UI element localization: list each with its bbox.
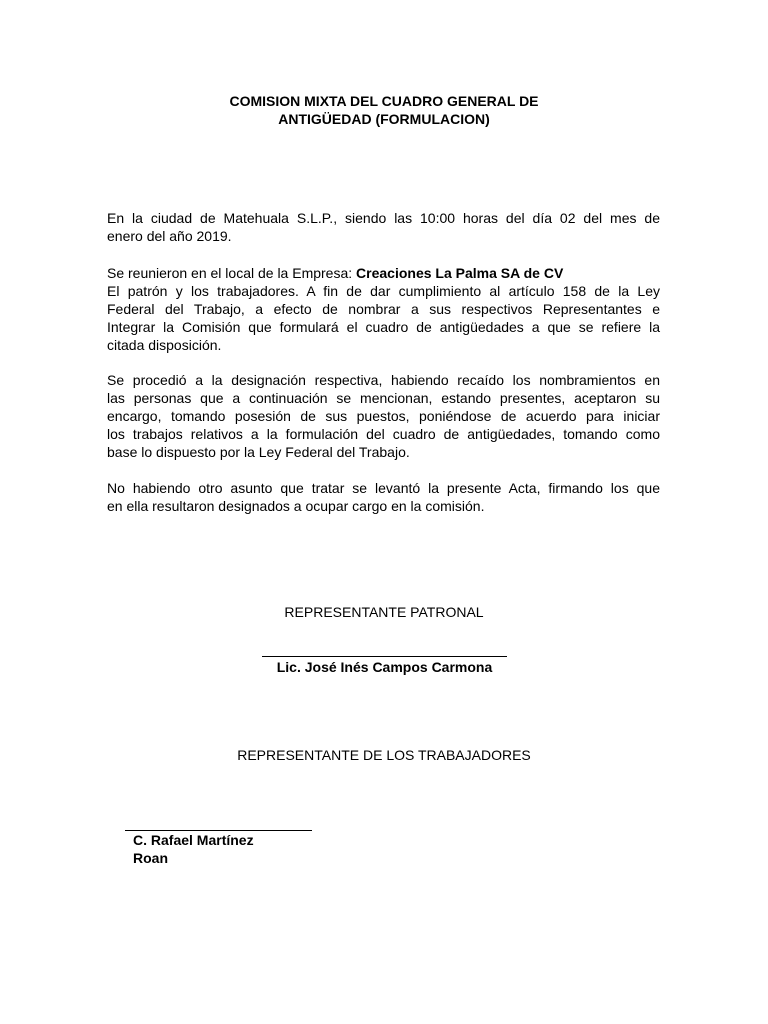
paragraph-line: Integrar la Comisión que formulará el cuadro de antigüedades a que se refiere la (107, 319, 660, 335)
employer-representative-label: REPRESENTANTE PATRONAL (284, 604, 484, 620)
workers-representative-name (133, 831, 254, 867)
paragraph-line: Se procedió a la designación respectiva, habiendo recaído los nombramientos en (107, 372, 660, 388)
paragraph-line: base lo dispuesto por la Ley Federal del Trabajo. (107, 444, 410, 460)
paragraph-line: las personas que a continuación se mencionan, estando presentes, aceptaron su (107, 390, 660, 406)
workers-representative-label: REPRESENTANTE DE LOS TRABAJADORES (237, 747, 531, 763)
paragraph-line: En la ciudad de Matehuala S.L.P., siendo las 10:00 horas del día 02 del mes de (107, 210, 660, 226)
paragraph-meeting (107, 264, 660, 354)
paragraph-closing (107, 479, 660, 515)
paragraph-line: los trabajos relativos a la formulación del cuadro de antigüedades, tomando como (107, 426, 660, 442)
paragraph-line: El patrón y los trabajadores. A fin de dar cumplimiento al artículo 158 de la Ley (107, 283, 660, 299)
workers-name-line-2: Roan (133, 850, 168, 866)
employer-signature-line (262, 656, 507, 657)
company-name: Creaciones La Palma SA de CV (356, 265, 564, 281)
paragraph-line: citada disposición. (107, 337, 222, 353)
document-title-line-2: ANTIGÜEDAD (FORMULACION) (278, 111, 490, 127)
paragraph-line: No habiendo otro asunto que tratar se levantó la presente Acta, firmando los que (107, 480, 660, 496)
paragraph-line: enero del año 2019. (107, 228, 232, 244)
employer-representative-name: Lic. José Inés Campos Carmona (276, 659, 493, 675)
paragraph-designation (107, 371, 660, 461)
workers-name-line-1: C. Rafael Martínez (133, 832, 254, 848)
paragraph-line: Federal del Trabajo, a efecto de nombrar a sus respectivos Representantes e (107, 301, 660, 317)
paragraph-location-date (107, 209, 660, 245)
paragraph-text: Se reunieron en el local de la Empresa: (107, 265, 357, 281)
paragraph-line (107, 264, 660, 282)
paragraph-line: encargo, tomando posesión de sus puestos, poniéndose de acuerdo para iniciar (107, 408, 660, 424)
document-title-line-1: COMISION MIXTA DEL CUADRO GENERAL DE (229, 93, 539, 109)
paragraph-line: en ella resultaron designados a ocupar cargo en la comisión. (107, 498, 485, 514)
